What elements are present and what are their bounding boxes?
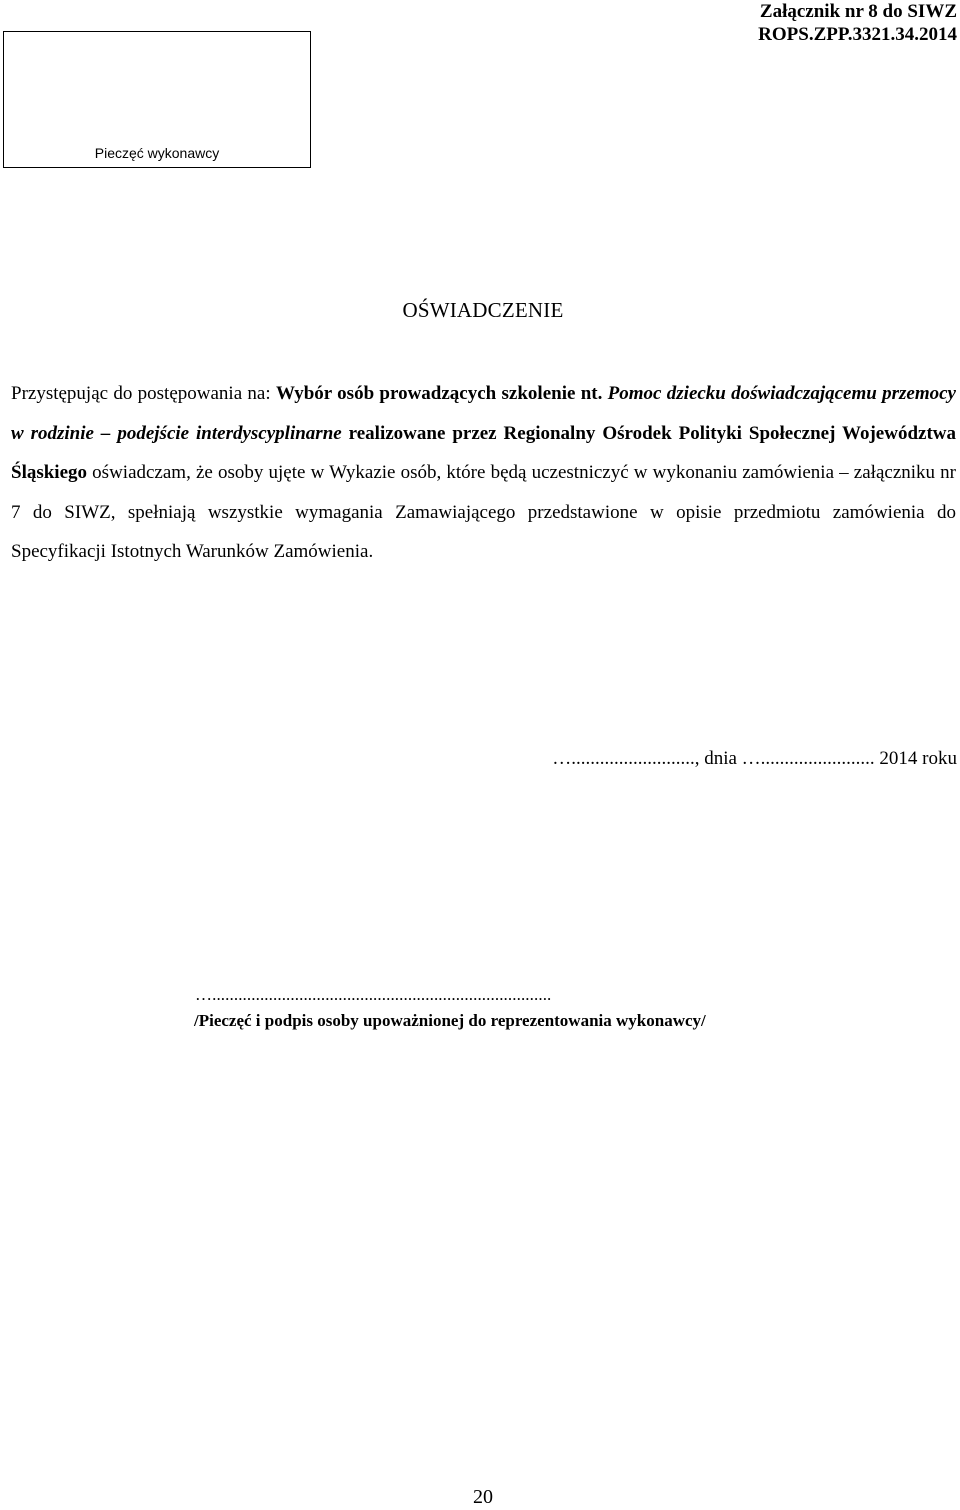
procurement-subject: Wybór osób prowadzących szkolenie nt. [275, 383, 608, 404]
attachment-header [758, 0, 957, 46]
declaration-paragraph [11, 374, 956, 572]
intro-text: Przystępując do postępowania na: [11, 383, 276, 404]
attachment-number: Załącznik nr 8 do SIWZ [759, 1, 957, 22]
reference-number: ROPS.ZPP.3321.34.2014 [758, 24, 957, 45]
training-title: Pomoc dziecku doświadczającemu przemocy w rodzinie – podejście interdyscyplinarne [11, 383, 956, 444]
contractor-stamp-box [3, 31, 311, 168]
signature-line: ….............................................................................. [195, 985, 552, 1004]
document-title: OŚWIADCZENIE [402, 298, 564, 322]
statement-text: oświadczam, że osoby ujęte w Wykazie osób, które będą uczestniczyć w wykonaniu zamówienia – załączniku nr 7 do SIWZ, spełniają wszystkie wymagania Zamawiającego przedstawione w opisie przedmiotu zamówienia do Specyfikacji Istotnych Warunków Zamówienia. [11, 462, 956, 563]
page-number: 20 [473, 1486, 493, 1508]
place-date-line: ….........................., dnia …........................ 2014 roku [552, 748, 957, 769]
stamp-label: Pieczęć wykonawcy [94, 145, 220, 161]
signature-label: /Pieczęć i podpis osoby upoważnionej do reprezentowania wykonawcy/ [194, 1011, 706, 1030]
organizer-name: realizowane przez Regionalny Ośrodek Polityki Społecznej Województwa Śląskiego [11, 422, 956, 484]
